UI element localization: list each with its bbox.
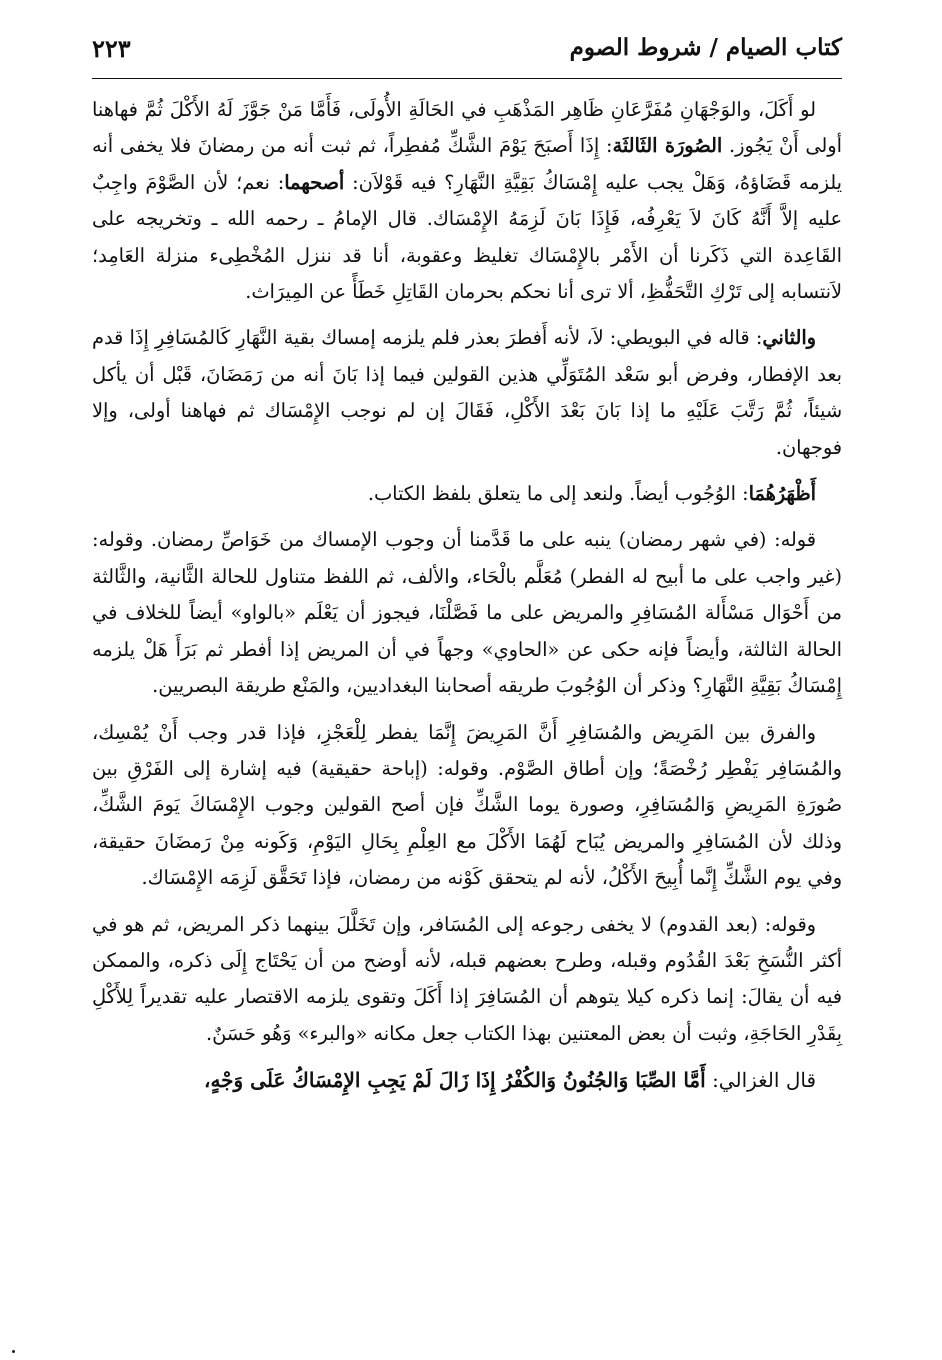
- paragraph-lead: أَظْهَرُهُمَا: [748, 482, 816, 506]
- paragraph-6: [92, 907, 842, 1053]
- paragraph-2: [92, 320, 842, 466]
- paragraph-text: : إِذَا أَصبَحَ يَوْمَ الشَّكِّ مُفطِراً، ثم ثبت أنه من رمضانَ فلا يخفى أنه يلزمه قَضَاؤهُ، وَهَلْ يجب عليه إِمْسَاكُ بَقِيَّةِ النَّهَارِ؟ فيه قَوْلاَن:: [92, 134, 842, 194]
- paragraph-lead: قال الغزالي:: [712, 1068, 816, 1093]
- header-rule: [92, 78, 842, 79]
- paragraph-5: [92, 715, 842, 897]
- scan-speck: [12, 1350, 15, 1353]
- main-text: [92, 92, 842, 1099]
- paragraph-text: وقوله: (بعد القدوم) لا يخفى رجوعه إلى المُسَافر، وإن تَخَلَّلَ بينهما ذكر المريض، ثم هو في أكثر النُّسَخِ بَعْدَ القُدُوم وقبله، وطرح بعضهم قبله، لأنه أوضح من أن يَحْتَاج إِلَى ذكره، والممكن فيه أن يقالَ: إنما ذكره كيلا يتوهم أن المُسَافِرَ إذا أَكَلَ وتقوى يلزمه الاقتصار عليه تقديراً لِلأَكْلِ بِقَدْرِ الحَاجَةِ، وثبت أن بعض المعتنين بهذا الكتاب جعل مكانه «والبرء» وَهُو حَسَنٌ.: [92, 912, 842, 1045]
- paragraph-text: : قاله في البويطي: لاَ، لأنه أَفطرَ بعذر فلم يلزمه إمساك بقية النَّهَارِ كَالمُسَافِرِ إِذَا قدم بعد الإفطار، وفرض أبو سَعْد المُتَوَلِّي هذين القولين فيما إذا بَانَ أنه من رَمَضَانَ، قَبْل أن يأكل شيئاً، ثُمَّ رَتَّبَ عَلَيْهِ ما إذا بَانَ بَعْدَ الأَكْلِ، فَقَالَ إن لم نوجب الإِمْسَاك ثم فهاهنا أولى، وإلا فوجهان.: [92, 326, 842, 459]
- paragraph-text: لو أَكَلَ، والوَجْهَانِ مُفَرَّعَانِ ظَاهِر المَذْهَبِ في الحَالَةِ الأُولَى، فَأَمَّا مَنْ جَوَّزَ لَهُ الأَكْلَ ثُمَّ فهاهنا أولى أَنْ يَجُوز.: [92, 98, 842, 158]
- paragraph-3: [92, 476, 842, 512]
- paragraph-lead: والثاني: [762, 326, 816, 350]
- paragraph-text: : الوُجُوب أيضاً. ولنعد إلى ما يتعلق بلفظ الكتاب.: [367, 482, 749, 506]
- paragraph-lead: الصُورَة الثَالثَة: [612, 134, 723, 158]
- paragraph-text: أَمَّا الصِّبَا وَالجُنُونُ وَالكُفْرُ إِذَا زَالَ لَمْ يَجِبِ الإِمْسَاكُ عَلَى وَجْهٍ،: [204, 1068, 706, 1093]
- paragraph-4: [92, 522, 842, 704]
- paragraph-text: والفرق بين المَرِيض والمُسَافِرِ أَنَّ المَرِيضَ إِنَّمَا يفطر لِلْعَجْزِ، فإذا قدر وجب أَنْ يُمْسِك، والمُسَافِر يَفْطِر رُخْصَةً؛ وإن أطاق الصَّوْم. وقوله: (إباحة حقيقية) فيه إشارة إلى الفَرْقِ بين صُورَةِ المَرِيضِ وَالمُسَافِرِ، وصورة يوما الشَّكِّ فإن أصح القولين وجوب الإِمْسَاكَ يَومَ الشَّكِّ، وذلك لأن المُسَافِرِ والمريض يُبَاح لَهُمَا الأَكْلَ مع العِلْمِ بِحَالِ اليَوْمِ، وَكَونه مِنْ رَمضَانَ حقيقة، وفي يوم الشَّكِّ إِنَّما أُبِيحَ الأَكْلُ، لأنه لم يتحقق كَوْنه من رمضان، فإذا تَحَقَّق لَزِمَه الإِمْسَاك.: [92, 720, 842, 890]
- paragraph-text: : نعم؛ لأن الصَّوْمَ واجِبٌ عليه إلاَّ أَنَّهُ كَانَ لاَ يَعْرِفُه، فَإِذَا بَانَ لَزِمَهُ الإِمْسَاك. قال الإمامُ ـ رحمه الله ـ وتخريجه على القَاعِدة التي ذَكَرنا أن الأَمْر بالإِمْسَاك تغليظ وعقوبة، أنا قد ننزل المُخْطِىء منزلة العَامِد؛ لاَنتسابه إلى تَرْكِ التَّحَفُّظِ، ألا ترى أنا نحكم بحرمان القَاتِلِ خَطَأً عن المِيرَاث.: [92, 170, 842, 304]
- header-title: كتاب الصيام / شروط الصوم: [569, 34, 842, 61]
- paragraph-7: [92, 1062, 842, 1098]
- running-header: [92, 34, 842, 74]
- paragraph-text: قوله: (في شهر رمضان) ينبه على ما قَدَّمنا أن وجوب الإمساك من خَوَاصِّ رمضان. وقوله: (غير واجب على ما أبيح له الفطر) مُعَلَّم بالْحَاء، والألف، ثم اللفظ متناول للحالة الثَّانية، والثَّالثة من أَحْوَال مَسْأَلة المُسَافِرِ والمريض على ما فَصَّلْنَا، فيجوز أن يَعْلَم «بالواو» أيضاً للخلاف في الحالة الثالثة، وأيضاً فإنه حكى عن «الحاوي» وجهاً في أن المريض إذا أفطر ثم بَرَأَ هَلْ يلزمه إِمْسَاكُ بَقِيَّةِ النَّهَارِ؟ وذكر أن الوُجُوبَ طريقه أصحابنا البغداديين، والمَنْع طريقة البصريين.: [92, 528, 842, 698]
- page-number: ٢٢٣: [92, 34, 131, 63]
- paragraph-1: [92, 92, 842, 310]
- paragraph-lead: أصحهما: [284, 170, 345, 194]
